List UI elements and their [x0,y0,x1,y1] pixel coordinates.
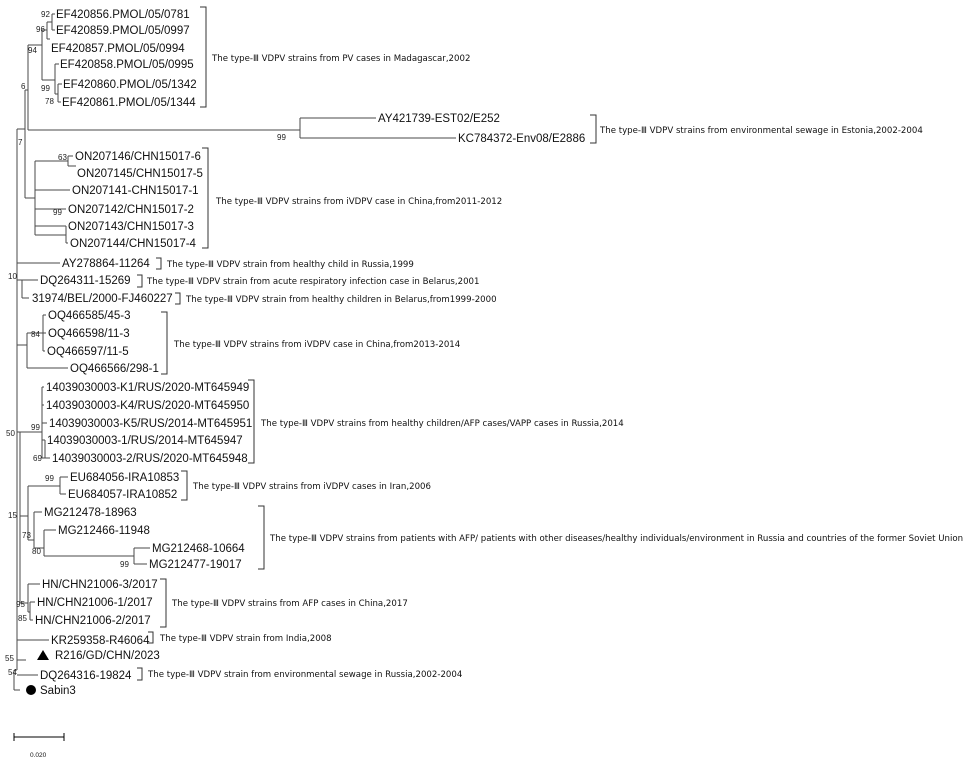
clade-label: The type-Ⅲ VDPV strain from acute respiratory infection case in Belarus,2001 [147,277,480,287]
bootstrap-value: 99 [53,208,62,217]
bootstrap-value: 99 [31,423,40,432]
bootstrap-value: 6 [21,82,26,91]
bootstrap-value: 95 [16,600,25,609]
clade-label: The type-Ⅲ VDPV strains from environmental sewage in Estonia,2002-2004 [600,126,923,136]
bootstrap-value: 96 [36,25,45,34]
tip-label: DQ264311-15269 [40,275,131,287]
tip-label: ON207141-CHN15017-1 [72,185,199,197]
clade-label: The type-Ⅲ VDPV strains from iVDPV cases in Iran,2006 [193,482,431,492]
bootstrap-value: 78 [45,97,54,106]
tip-label: OQ466598/11-3 [48,328,130,340]
tip-label: AY421739-EST02/E252 [378,113,500,125]
clade-label: The type-Ⅲ VDPV strain from India,2008 [160,634,332,644]
tip-label: EF420858.PMOL/05/0995 [60,59,194,71]
tip-label: 14039030003-K4/RUS/2020-MT645950 [46,400,250,412]
tip-label: MG212477-19017 [149,559,242,571]
tip-label: 14039030003-K1/RUS/2020-MT645949 [46,382,250,394]
tip-label: 14039030003-K5/RUS/2014-MT645951 [49,418,253,430]
tip-label: EU684057-IRA10852 [68,489,178,501]
bootstrap-value: 15 [8,511,17,520]
tip-label: HN/CHN21006-3/2017 [42,579,158,591]
tip-label: EF420856.PMOL/05/0781 [56,9,190,21]
clade-bracket [181,471,187,500]
scale-bar [14,733,64,759]
tip-label: 31974/BEL/2000-FJ460227 [32,293,173,305]
tip-label: OQ466566/298-1 [70,363,159,375]
clade-label: The type-Ⅲ VDPV strains from iVDPV case in China,from2011-2012 [216,197,503,207]
clade-bracket [160,579,166,627]
clade-label: The type-Ⅲ VDPV strain from healthy child in Russia,1999 [167,260,414,270]
clade-label: The type-Ⅲ VDPV strain from environmental sewage in Russia,2002-2004 [148,670,463,680]
bootstrap-value: 84 [31,330,40,339]
tip-label: OQ466597/11-5 [47,346,129,358]
tip-label: KR259358-R46064 [51,635,150,647]
bootstrap-value: 99 [277,133,286,142]
tip-label: HN/CHN21006-2/2017 [35,615,151,627]
bootstrap-value: 92 [41,10,50,19]
clade-bracket [175,293,180,304]
scale-bar-label: 0.020 [30,752,47,759]
tip-label: HN/CHN21006-1/2017 [37,597,153,609]
tip-label: 14039030003-1/RUS/2014-MT645947 [47,435,243,447]
bootstrap-value: 80 [32,547,41,556]
bootstrap-value: 10 [8,272,17,281]
clade-bracket [137,275,142,287]
tip-labels [32,9,585,697]
tip-label: DQ264316-19824 [40,670,132,682]
clade-bracket [156,258,161,269]
clade-labels [146,54,963,680]
clade-label: The type-Ⅲ VDPV strains from healthy children/AFP cases/VAPP cases in Russia,2014 [261,419,624,429]
bootstrap-value: 55 [5,654,14,663]
tip-label: AY278864-11264 [62,258,150,270]
bootstrap-value: 85 [18,614,27,623]
tip-label: EU684056-IRA10853 [70,472,180,484]
clade-bracket [200,7,206,107]
clade-bracket [258,506,264,569]
clade-label: The type-Ⅲ VDPV strains from patients with AFP/ patients with other diseases/healthy individuals/environment in Russia and countries of the former Soviet Union [270,534,964,544]
clade-label: The type-Ⅲ VDPV strains from iVDPV case in China,from2013-2014 [174,340,461,350]
tip-label: EF420859.PMOL/05/0997 [56,25,190,37]
clade-label: The type-Ⅲ VDPV strains from PV cases in Madagascar,2002 [212,54,471,64]
bootstrap-value: 99 [120,560,129,569]
tip-label: EF420857.PMOL/05/0994 [51,43,185,55]
bootstrap-value: 7 [18,138,23,147]
tip-label: ON207146/CHN15017-6 [75,151,201,163]
clade-bracket [202,148,208,248]
clade-label: The type-Ⅲ VDPV strain from healthy children in Belarus,from1999-2000 [186,295,497,305]
bootstrap-value: 69 [33,454,42,463]
tip-label: MG212466-11948 [58,525,150,537]
circle-icon [26,685,36,695]
tip-label: R216/GD/CHN/2023 [55,650,160,662]
tip-label: OQ466585/45-3 [48,310,131,322]
triangle-icon [37,650,49,660]
tip-label: EF420861.PMOL/05/1344 [62,97,196,109]
clade-bracket [590,115,596,143]
tip-label: 14039030003-2/RUS/2020-MT645948 [52,453,248,465]
tip-label: Sabin3 [40,685,76,697]
clade-bracket [137,668,142,680]
tip-label: ON207145/CHN15017-5 [77,168,203,180]
bootstrap-value: 99 [41,84,50,93]
tip-label: MG212478-18963 [44,507,137,519]
bootstrap-value: 94 [28,46,37,55]
bootstrap-value: 63 [58,153,67,162]
clade-bracket [161,312,167,374]
bootstrap-value: 50 [6,429,15,438]
bootstrap-value: 99 [45,474,54,483]
tip-label: EF420860.PMOL/05/1342 [63,79,197,91]
tip-label: KC784372-Env08/E2886 [458,133,586,145]
clade-label: The type-Ⅲ VDPV strains from AFP cases in China,2017 [172,599,408,609]
tip-label: ON207142/CHN15017-2 [68,204,194,216]
bootstrap-value: 73 [22,531,31,540]
bootstrap-value: 54 [8,668,17,677]
tip-label: ON207144/CHN15017-4 [70,238,196,250]
tip-label: ON207143/CHN15017-3 [68,221,194,233]
tip-label: MG212468-10664 [152,543,245,555]
